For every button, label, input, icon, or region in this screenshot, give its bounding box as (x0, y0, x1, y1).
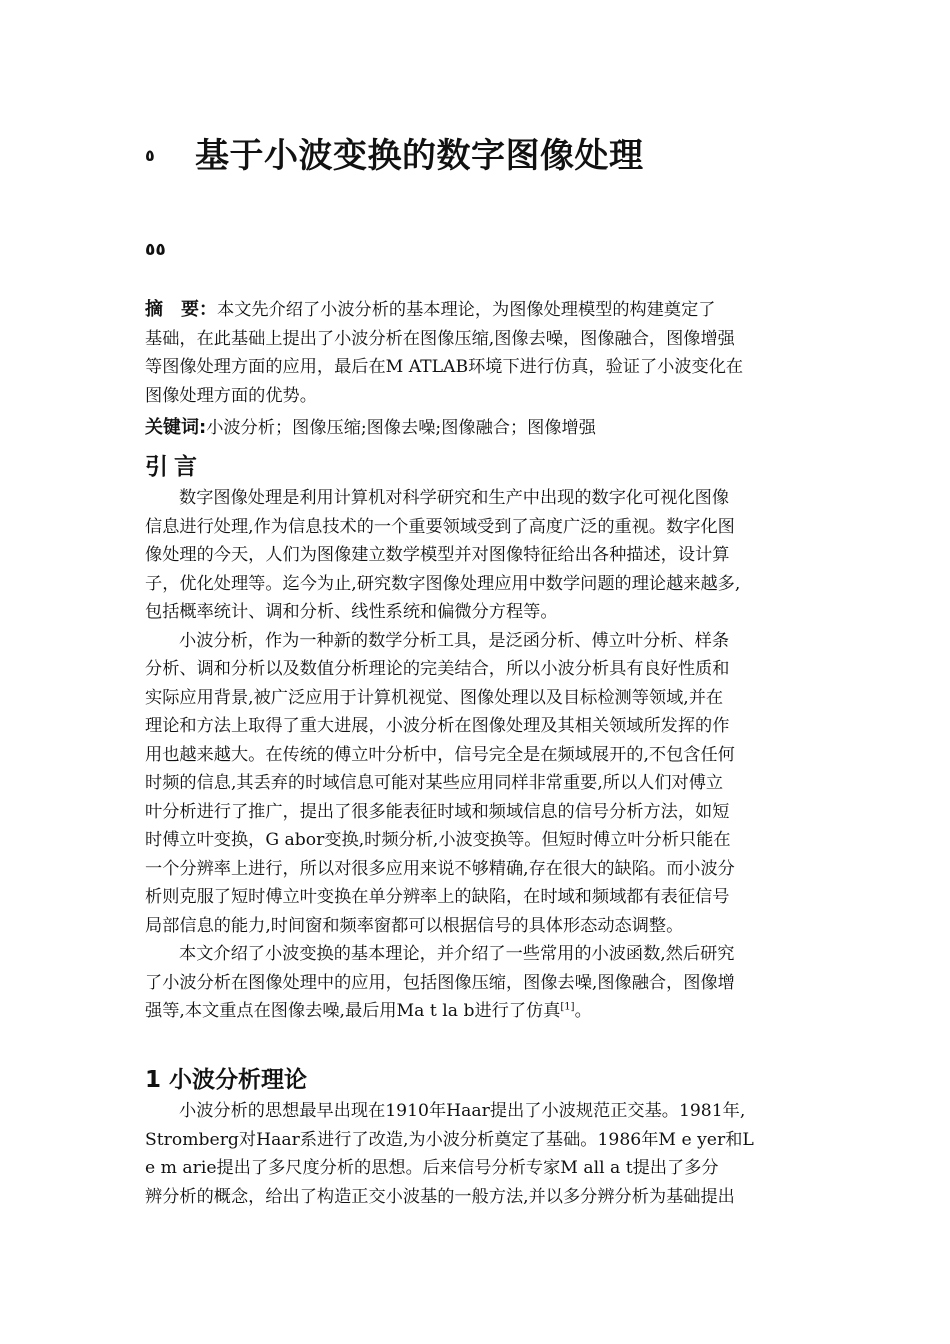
intro-line: 析则克服了短时傅立叶变换在单分辨率上的缺陷，在时域和频域都有表征信号 (145, 887, 730, 907)
keywords-text: 小波分析；图像压缩;图像去噪;图像融合；图像增强 (206, 418, 596, 438)
abstract-text: 本文先介绍了小波分析的基本理论，为图像处理模型的构建奠定了 (217, 300, 716, 320)
abstract-line (145, 296, 815, 325)
intro-line: 信息进行处理,作为信息技术的一个重要领域受到了高度广泛的重视。数字化图 (145, 516, 735, 537)
intro-line: 实际应用背景,被广泛应用于计算机视觉、图像处理以及目标检测等领域,并在 (145, 687, 724, 708)
page-title: 基于小波变换的数字图像处理 (195, 136, 644, 176)
intro-line: 了小波分析在图像处理中的应用，包括图像压缩，图像去噪,图像融合，图像增 (145, 972, 735, 993)
intro-line: 包括概率统计、调和分析、线性系统和偏微分方程等。 (145, 602, 558, 622)
abstract (145, 296, 815, 410)
intro-end-punct: 。 (574, 1001, 592, 1021)
section1-body (145, 1097, 815, 1211)
section1-line: Stromberg对Haar系进行了改造,为小波分析奠定了基础。1986年M e yer和L (145, 1129, 754, 1150)
intro-line: 分析、调和分析以及数值分析理论的完美结合，所以小波分析具有良好性质和 (145, 659, 730, 679)
intro-line: 像处理的今天，人们为图像建立数学模型并对图像特征给出各种描述，设计算 (145, 545, 730, 565)
abstract-label: 摘 要： (145, 299, 217, 320)
section1-line: 小波分析的思想最早出现在1910年Haar提出了小波规范正交基。1981年, (179, 1101, 746, 1121)
author-line: ٥٥ (145, 240, 166, 260)
abstract-line: 图像处理方面的优势。 (145, 385, 317, 406)
intro-line: 叶分析进行了推广，提出了很多能表征时域和频域信息的信号分析方法，如短 (145, 801, 730, 822)
intro-line: 用也越来越大。在传统的傅立叶分析中，信号完全是在频域展开的,不包含任何 (145, 744, 735, 765)
section1-line: 辨分析的概念，给出了构造正交小波基的一般方法,并以多分辨分析为基础提出 (145, 1186, 735, 1207)
citation-ref[interactable]: [1] (560, 1001, 575, 1013)
keywords (145, 414, 815, 443)
intro-line: 小波分析，作为一种新的数学分析工具，是泛函分析、傅立叶分析、样条 (179, 630, 730, 651)
keywords-label: 关键词: (145, 417, 207, 438)
intro-last-text: 强等,本文重点在图像去噪,最后用Ma t la b进行了仿真 (145, 1001, 561, 1021)
section-heading: 1 小波分析理论 (145, 1067, 308, 1093)
intro-line: 本文介绍了小波变换的基本理论，并介绍了一些常用的小波函数,然后研究 (179, 944, 735, 964)
abstract-line: 等图像处理方面的应用，最后在M ATLAB环境下进行仿真，验证了小波变化在 (145, 357, 744, 377)
intro-line: 一个分辨率上进行，所以对很多应用来说不够精确,存在很大的缺陷。而小波分 (145, 858, 735, 879)
keywords-line (145, 414, 815, 443)
intro-line: 局部信息的能力,时间窗和频率窗都可以根据信号的具体形态动态调整。 (145, 915, 684, 936)
intro-line (145, 997, 815, 1026)
intro-line: 理论和方法上取得了重大进展，小波分析在图像处理及其相关领域所发挥的作 (145, 716, 730, 736)
title-mark: ٥ (145, 146, 155, 165)
title-row (145, 128, 845, 176)
intro-line: 时傅立叶变换，G abor变换,时频分析,小波变换等。但短时傅立叶分析只能在 (145, 830, 731, 850)
intro-heading: 引言 (145, 454, 203, 480)
intro-body (145, 484, 815, 1026)
intro-line: 时频的信息,其丢弃的时域信息可能对某些应用同样非常重要,所以人们对傅立 (145, 773, 724, 793)
intro-line: 子，优化处理等。迄今为止,研究数字图像处理应用中数学问题的理论越来越多, (145, 573, 741, 594)
abstract-line: 基础，在此基础上提出了小波分析在图像压缩,图像去噪，图像融合，图像增强 (145, 328, 735, 349)
section1-line: e m arie提出了多尺度分析的思想。后来信号分析专家M all a t提出了多分 (145, 1158, 719, 1178)
intro-line: 数字图像处理是利用计算机对科学研究和生产中出现的数字化可视化图像 (179, 488, 730, 508)
